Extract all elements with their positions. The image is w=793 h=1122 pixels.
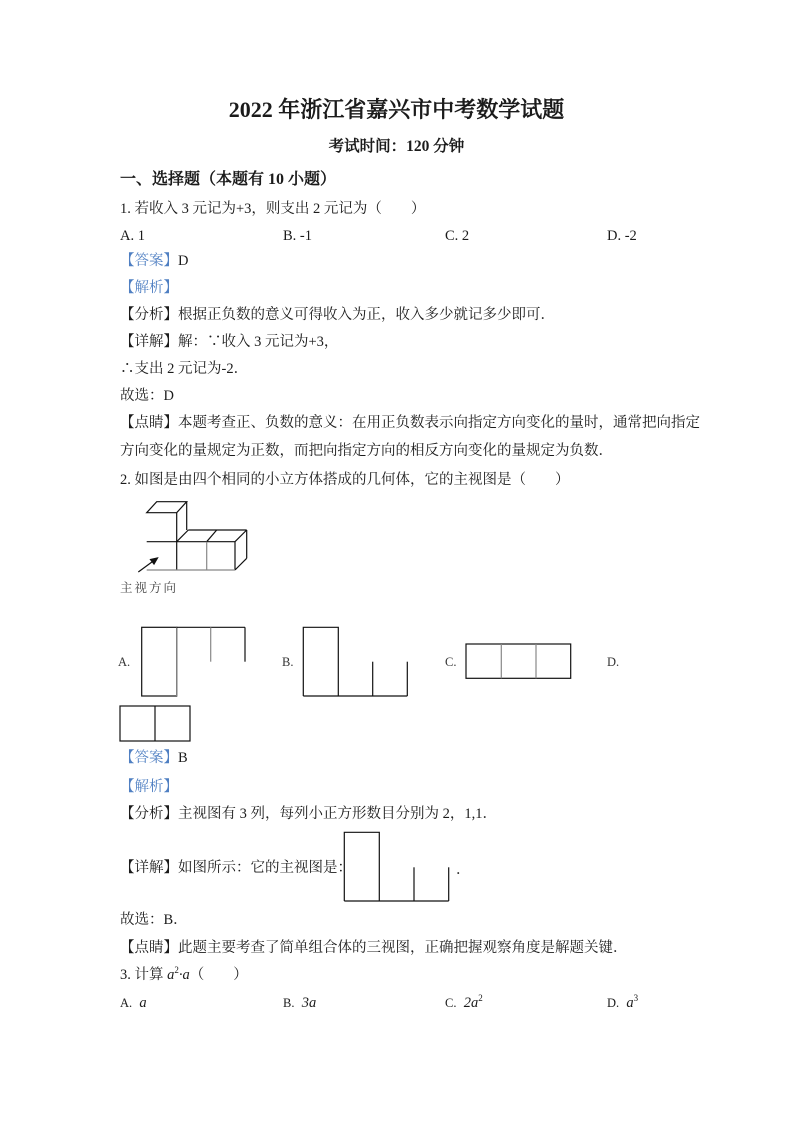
q3-option-d (607, 993, 638, 1013)
q3-math-base: a (167, 967, 175, 983)
dianjing-label: 【点睛】 (120, 940, 178, 956)
option-sup: 3 (633, 993, 639, 1003)
option-label: C. (445, 996, 457, 1010)
option-math: a (626, 995, 634, 1011)
xiangjie-label: 【详解】 (120, 860, 178, 876)
xiangjie-label: 【详解】 (120, 334, 178, 350)
dianjing-label: 【点睛】 (120, 415, 178, 431)
q1-dianjing (120, 413, 700, 433)
q1-jiexi-label: 【解析】 (120, 280, 178, 296)
option-a-figure (142, 627, 245, 696)
q3-option-c (445, 993, 483, 1013)
q2-option-a-label: A. (118, 655, 131, 669)
q1-option-b: B. -1 (283, 228, 312, 244)
option-math: 3a (301, 995, 317, 1011)
option-c-figure (466, 644, 571, 678)
dianjing-text: 此题主要考查了简单组合体的三视图，正确把握观察角度是解题关键． (178, 940, 628, 956)
figure-caption: 主视方向 (120, 581, 179, 595)
answer-label: 【答案】 (120, 253, 178, 269)
q3-option-b (283, 993, 316, 1013)
q3-math-rest: ·a (178, 967, 190, 983)
fenxi-text: 主视图有 3 列，每列小正方形数目分别为 2，1,1． (178, 806, 497, 822)
q2-option-b-label: B. (282, 655, 294, 669)
q1-fenxi (120, 305, 555, 325)
xiangjie-text: 解：∵收入 3 元记为+3， (178, 334, 339, 350)
q2-jiexi-label: 【解析】 (120, 779, 178, 795)
q1-step2: ∴支出 2 元记为-2． (120, 361, 249, 377)
q1-option-a: A. 1 (120, 228, 145, 244)
xiangjie-text: 如图所示：它的主视图是： (178, 860, 352, 876)
option-label: D. (607, 996, 620, 1010)
fenxi-label: 【分析】 (120, 307, 178, 323)
q2-answer (120, 748, 188, 768)
q3-stem (120, 965, 248, 985)
option-math: a (139, 995, 147, 1011)
q1-stem: 1. 若收入 3 元记为+3，则支出 2 元记为（ ） (120, 201, 426, 217)
option-sup: 2 (478, 993, 483, 1003)
option-b-figure (303, 627, 407, 696)
page-title: 2022 年浙江省嘉兴市中考数学试题 (228, 97, 565, 122)
q3-option-a (120, 993, 147, 1013)
q1-dianjing-line2: 方向变化的量规定为正数，而把向指定方向的相反方向变化的量规定为负数． (120, 443, 613, 459)
option-math: 2a (463, 995, 479, 1011)
q3-stem-suffix: （ ） (189, 967, 248, 983)
option-label: B. (283, 996, 295, 1010)
dianjing-text-1: 本题考查正、负数的意义：在用正负数表示向指定方向变化的量时，通常把向指定 (178, 415, 700, 431)
q1-answer (120, 251, 188, 271)
solution-front-view-figure (344, 832, 448, 901)
q2-fenxi (120, 804, 497, 824)
q2-choose: 故选：B． (120, 912, 188, 928)
cube-solid-figure (147, 502, 247, 570)
q1-choose: 故选：D (120, 388, 174, 404)
q1-xiangjie (120, 332, 338, 352)
answer-value: B (178, 750, 188, 766)
exam-duration: 考试时间：120 分钟 (328, 138, 465, 155)
view-direction-arrow-icon (138, 558, 157, 572)
answer-label: 【答案】 (120, 750, 178, 766)
q2-option-d-label: D. (607, 655, 620, 669)
q1-option-d: D. -2 (607, 228, 637, 244)
fenxi-text: 根据正负数的意义可得收入为正，收入多少就记多少即可． (178, 307, 555, 323)
answer-value: D (178, 253, 189, 269)
option-d-figure (120, 706, 190, 741)
q2-xiangjie (120, 858, 352, 878)
q2-xiangjie-end: ． (456, 862, 471, 878)
option-label: A. (120, 996, 133, 1010)
q3-stem-prefix: 3. 计算 (120, 967, 168, 983)
fenxi-label: 【分析】 (120, 806, 178, 822)
q2-option-c-label: C. (445, 655, 457, 669)
q1-option-c: C. 2 (445, 228, 470, 244)
q3-math-sup: 2 (174, 965, 179, 975)
section-heading: 一、选择题（本题有 10 小题） (120, 171, 337, 188)
q2-dianjing (120, 938, 628, 958)
q2-stem: 2. 如图是由四个相同的小立方体搭成的几何体，它的主视图是（ ） (120, 472, 570, 488)
